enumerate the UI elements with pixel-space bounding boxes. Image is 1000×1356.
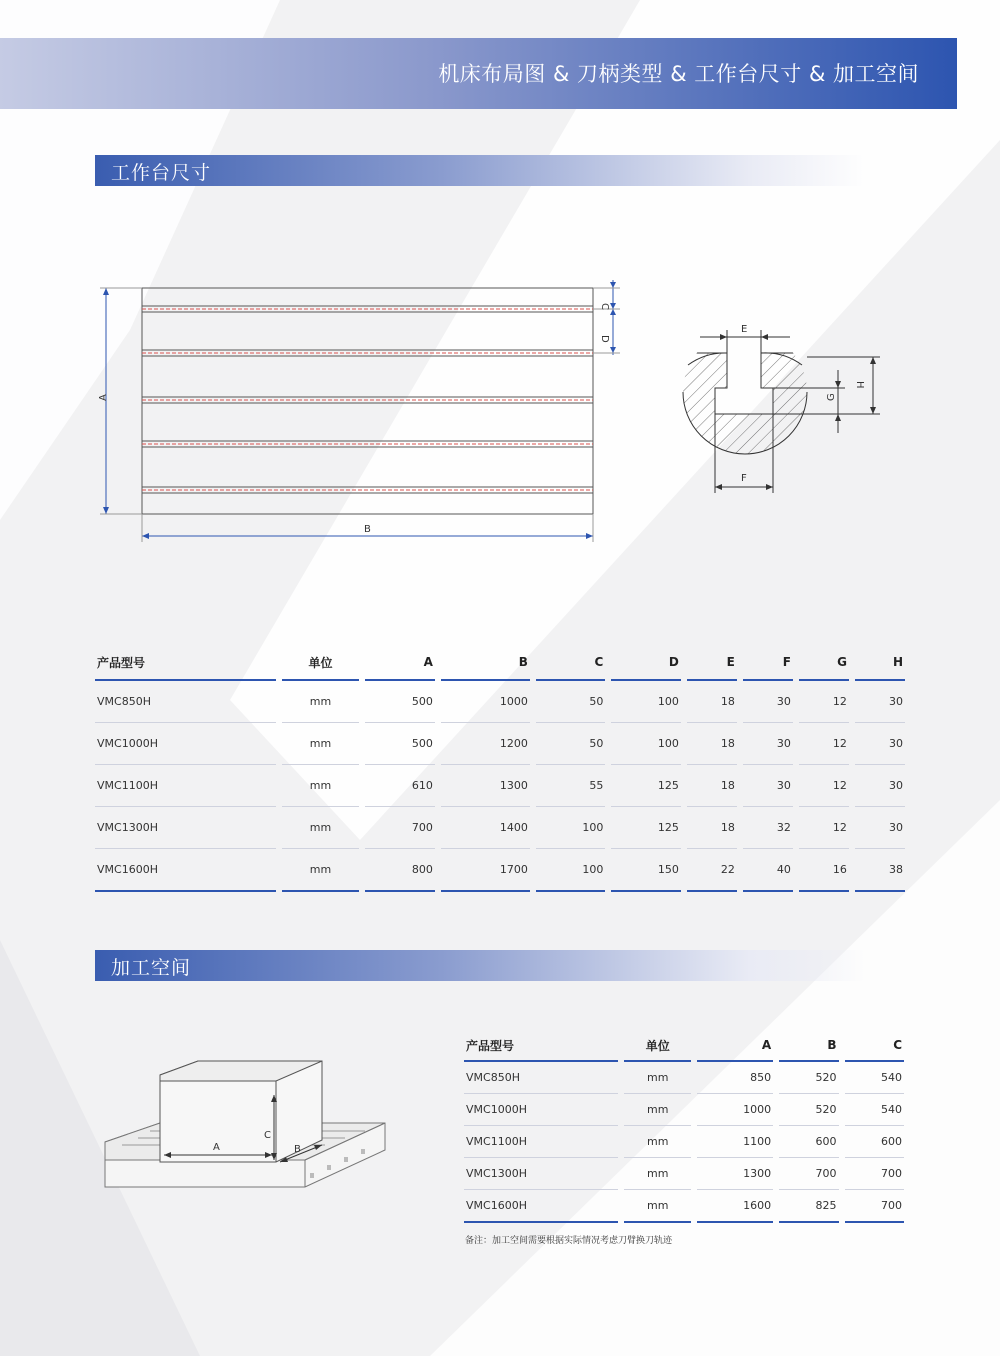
table-cell: 540: [845, 1062, 904, 1094]
table-cell: VMC1000H: [464, 1094, 618, 1126]
dimension-b-label: B: [364, 524, 371, 535]
table-row: [95, 765, 905, 807]
column-header: G: [799, 645, 849, 681]
column-header: A: [365, 645, 434, 681]
table-cell: 50: [536, 723, 605, 765]
dimension-a-label: A: [213, 1142, 220, 1153]
table-header-row: [464, 1030, 904, 1062]
dimension-d-label: D: [599, 335, 610, 343]
table-cell: 150: [611, 849, 680, 892]
table-cell: VMC1000H: [95, 723, 276, 765]
column-header: A: [697, 1030, 773, 1062]
table-cell: 610: [365, 765, 434, 807]
table-cell: mm: [624, 1126, 691, 1158]
table-cell: 1000: [697, 1094, 773, 1126]
worktable-drawing: [90, 275, 630, 550]
table-cell: 30: [855, 765, 905, 807]
table-row: [464, 1158, 904, 1190]
table-cell: VMC1600H: [464, 1190, 618, 1223]
dimension-c-label: C: [599, 303, 610, 310]
table-cell: 18: [687, 723, 737, 765]
table-cell: 1200: [441, 723, 530, 765]
dimension-h-label: H: [854, 381, 865, 389]
section-header-table-size: [95, 155, 865, 186]
table-cell: 1600: [697, 1190, 773, 1223]
table-row: [464, 1126, 904, 1158]
column-header: 单位: [282, 645, 360, 681]
table-cell: 18: [687, 807, 737, 849]
dimension-b-label: B: [294, 1144, 301, 1155]
column-header: 产品型号: [95, 645, 276, 681]
table-cell: 18: [687, 765, 737, 807]
table-cell: 1300: [697, 1158, 773, 1190]
work-space-table: [458, 1030, 910, 1223]
table-cell: 700: [845, 1190, 904, 1223]
table-cell: VMC1100H: [95, 765, 276, 807]
table-size-table: [89, 645, 911, 892]
column-header: D: [611, 645, 680, 681]
section-title: 加工空间: [111, 957, 192, 979]
t-slot-drawing: [670, 315, 890, 505]
dimension-e-label: E: [741, 324, 748, 335]
table-row: [464, 1062, 904, 1094]
table-cell: mm: [282, 765, 360, 807]
table-cell: 100: [536, 807, 605, 849]
table-cell: 18: [687, 681, 737, 723]
table-cell: 1700: [441, 849, 530, 892]
table-cell: mm: [624, 1190, 691, 1223]
footnote: 备注：加工空间需要根据实际情况考虑刀臂换刀轨迹: [465, 1236, 673, 1246]
work-space-drawing: [100, 1055, 390, 1195]
table-cell: mm: [624, 1094, 691, 1126]
t-slot-lines: [142, 306, 593, 493]
table-cell: 55: [536, 765, 605, 807]
table-cell: 800: [365, 849, 434, 892]
column-header: F: [743, 645, 793, 681]
table-cell: mm: [624, 1158, 691, 1190]
table-cell: 600: [779, 1126, 838, 1158]
dimension-c-label: C: [264, 1130, 271, 1141]
table-cell: 100: [536, 849, 605, 892]
table-cell: 32: [743, 807, 793, 849]
table-cell: VMC1100H: [464, 1126, 618, 1158]
dimension-f-label: F: [741, 473, 747, 484]
table-cell: 700: [365, 807, 434, 849]
table-cell: 12: [799, 765, 849, 807]
table-row: [464, 1190, 904, 1223]
table-cell: 50: [536, 681, 605, 723]
table-cell: 500: [365, 723, 434, 765]
table-cell: mm: [282, 723, 360, 765]
dimension-g-label: G: [826, 393, 837, 401]
table-cell: 600: [845, 1126, 904, 1158]
table-cell: 540: [845, 1094, 904, 1126]
table-cell: 100: [611, 723, 680, 765]
table-header-row: [95, 645, 905, 681]
page-title: 机床布局图 & 刀柄类型 & 工作台尺寸 & 加工空间: [438, 62, 919, 86]
table-cell: 16: [799, 849, 849, 892]
table-row: [95, 849, 905, 892]
table-cell: mm: [282, 849, 360, 892]
worktable-outline: [142, 288, 593, 514]
table-row: [95, 723, 905, 765]
column-header: B: [779, 1030, 838, 1062]
table-cell: 30: [743, 723, 793, 765]
dimension-c-d: [593, 280, 620, 355]
section-title: 工作台尺寸: [111, 162, 212, 184]
table-cell: 40: [743, 849, 793, 892]
section-header-work-space: [95, 950, 865, 981]
table-cell: mm: [282, 681, 360, 723]
column-header: H: [855, 645, 905, 681]
header-bar: [0, 38, 957, 109]
column-header: C: [845, 1030, 904, 1062]
table-cell: 100: [611, 681, 680, 723]
dimension-a-label: A: [98, 394, 109, 401]
table-cell: 30: [855, 723, 905, 765]
table-cell: 30: [855, 807, 905, 849]
table-cell: 30: [743, 765, 793, 807]
table-cell: 850: [697, 1062, 773, 1094]
table-cell: VMC1600H: [95, 849, 276, 892]
table-cell: 700: [779, 1158, 838, 1190]
table-cell: VMC1300H: [95, 807, 276, 849]
column-header: 单位: [624, 1030, 691, 1062]
table-cell: 1100: [697, 1126, 773, 1158]
table-cell: 700: [845, 1158, 904, 1190]
table-cell: mm: [282, 807, 360, 849]
table-cell: 38: [855, 849, 905, 892]
column-header: B: [441, 645, 530, 681]
table-cell: 1300: [441, 765, 530, 807]
table-cell: 125: [611, 807, 680, 849]
table-cell: 520: [779, 1062, 838, 1094]
table-cell: 12: [799, 807, 849, 849]
table-cell: 12: [799, 681, 849, 723]
table-cell: mm: [624, 1062, 691, 1094]
table-row: [95, 807, 905, 849]
table-cell: 125: [611, 765, 680, 807]
table-cell: VMC850H: [95, 681, 276, 723]
table-cell: VMC850H: [464, 1062, 618, 1094]
table-row: [95, 681, 905, 723]
table-cell: 520: [779, 1094, 838, 1126]
table-cell: VMC1300H: [464, 1158, 618, 1190]
table-cell: 825: [779, 1190, 838, 1223]
table-row: [464, 1094, 904, 1126]
table-cell: 22: [687, 849, 737, 892]
column-header: E: [687, 645, 737, 681]
table-cell: 1000: [441, 681, 530, 723]
column-header: C: [536, 645, 605, 681]
table-cell: 500: [365, 681, 434, 723]
table-cell: 30: [855, 681, 905, 723]
column-header: 产品型号: [464, 1030, 618, 1062]
table-cell: 12: [799, 723, 849, 765]
table-cell: 30: [743, 681, 793, 723]
table-cell: 1400: [441, 807, 530, 849]
